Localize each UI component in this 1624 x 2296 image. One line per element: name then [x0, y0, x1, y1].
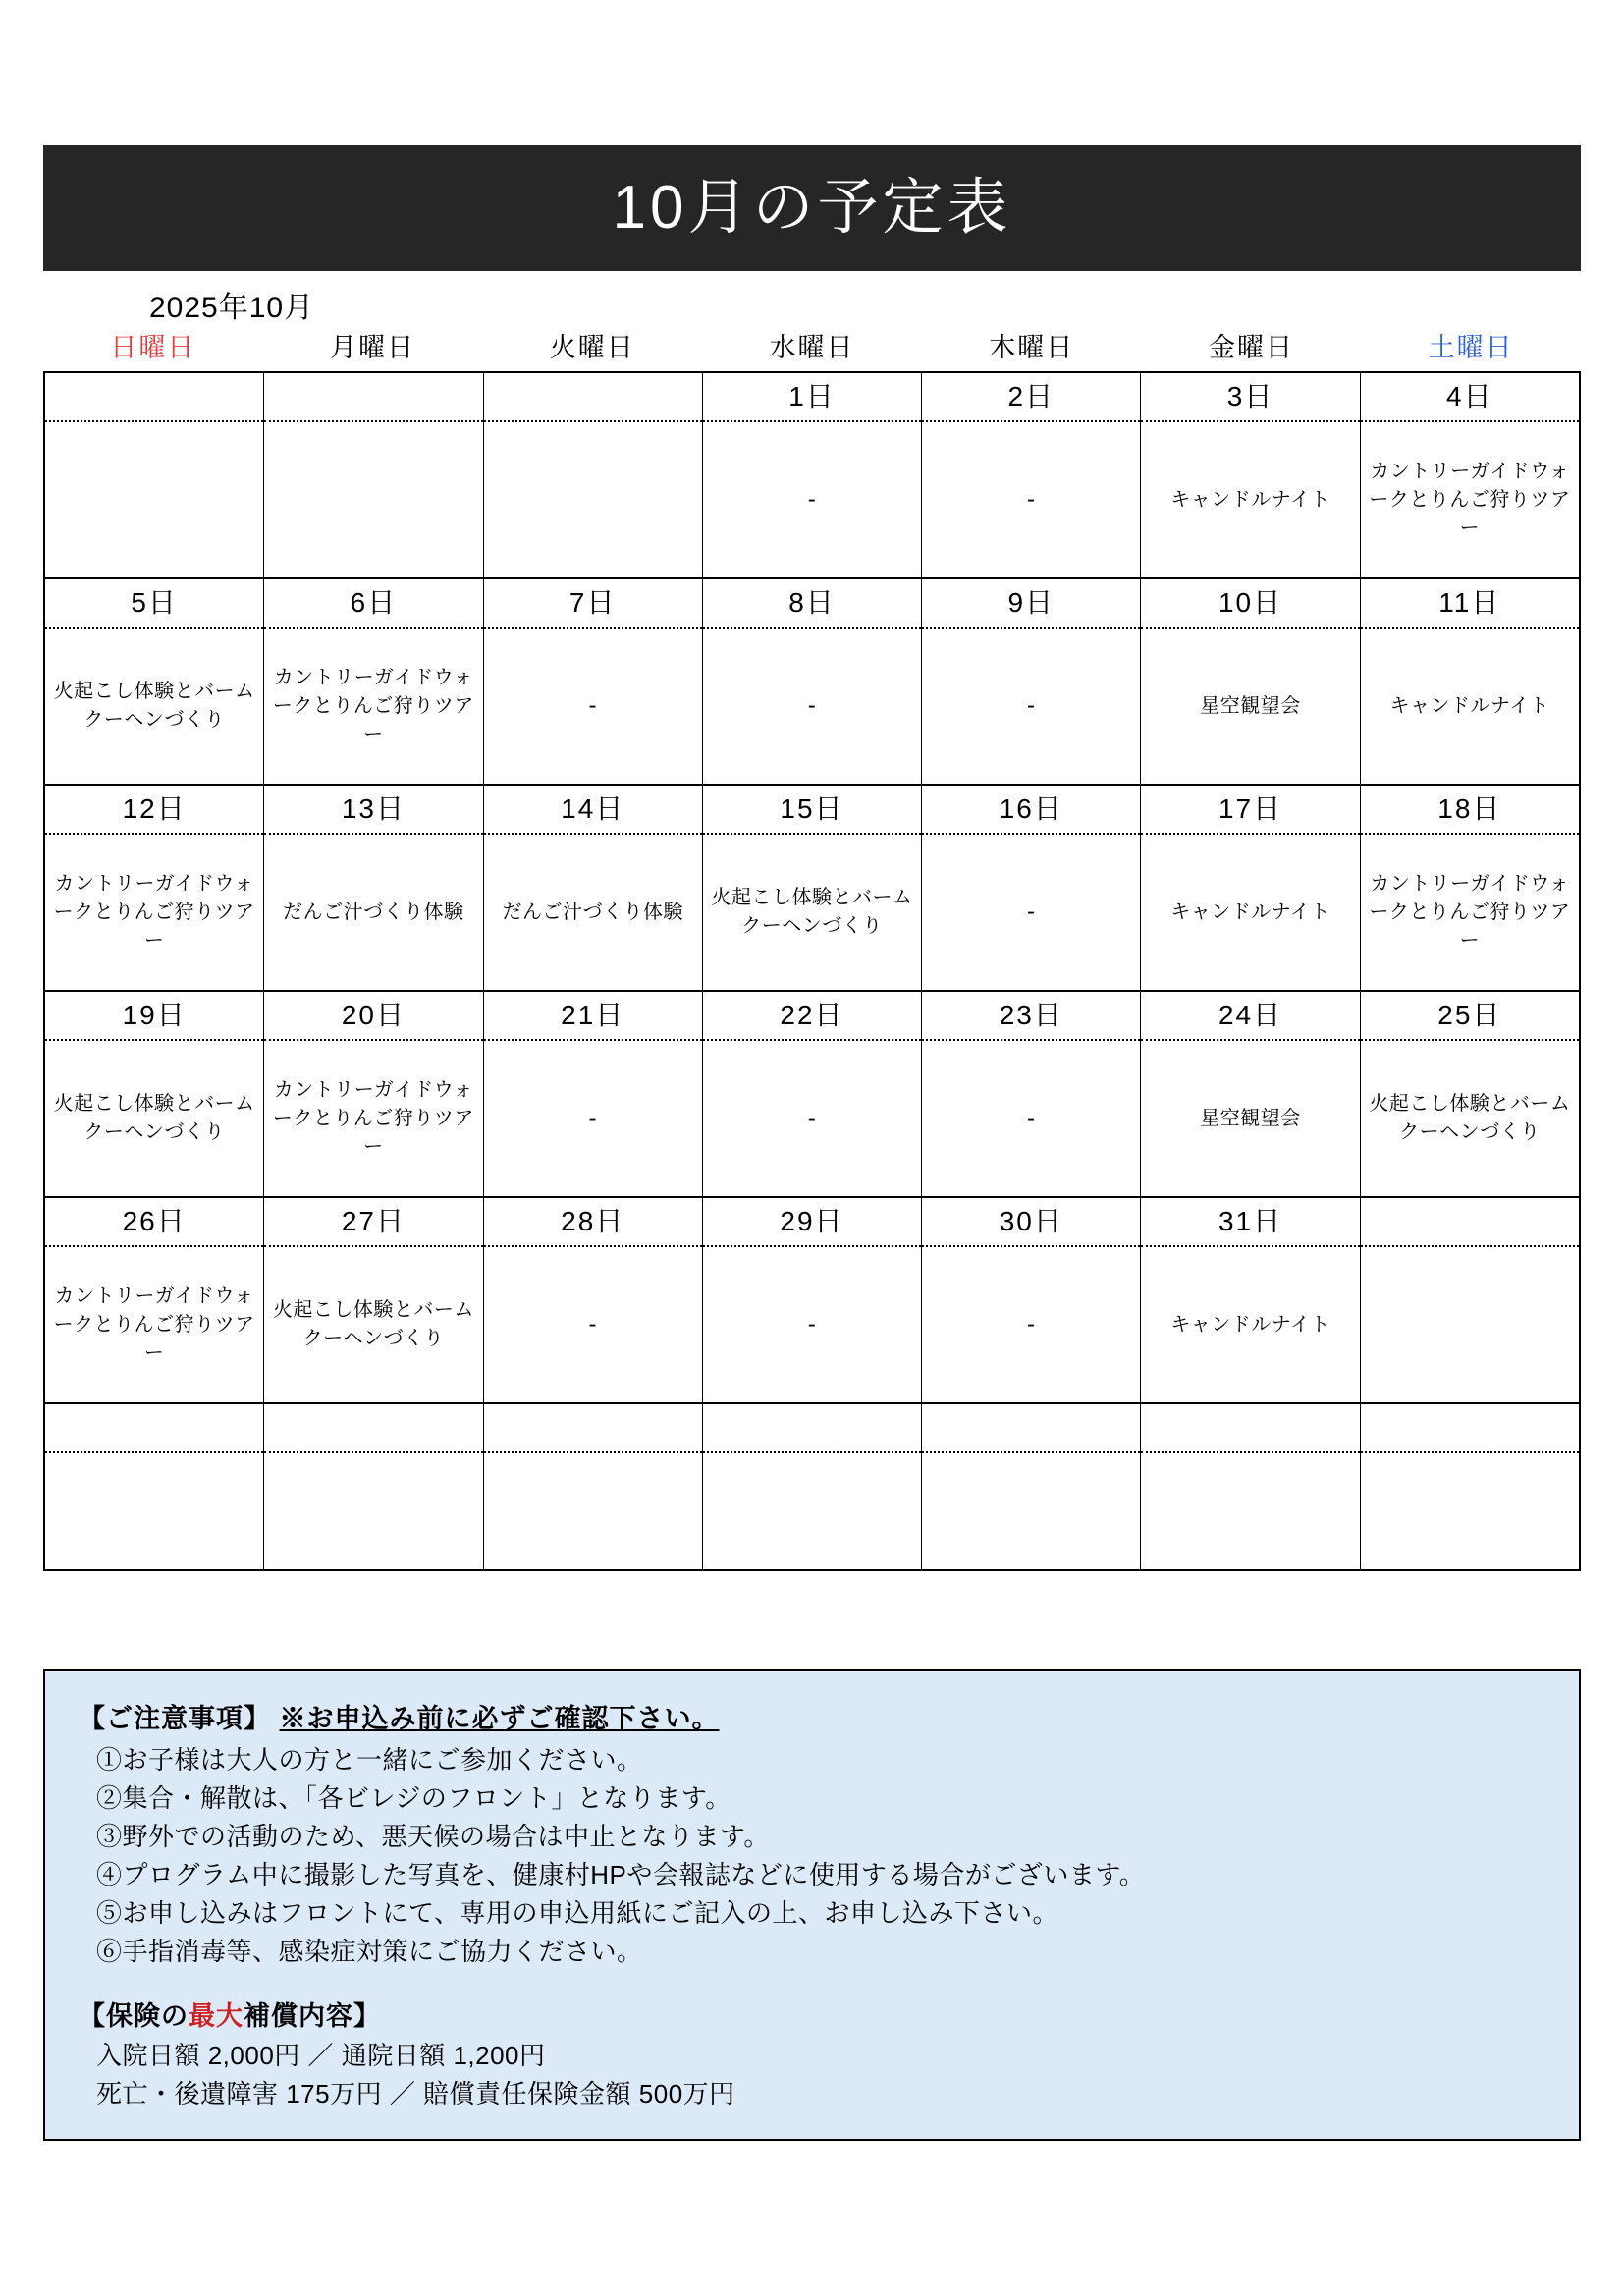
calendar-day-cell[interactable] [484, 1198, 703, 1402]
notice-item: ③野外での活動のため、悪天候の場合は中止となります。 [96, 1822, 770, 1851]
cell-event: 星空観望会 [1200, 694, 1301, 717]
calendar-day-cell[interactable] [1361, 579, 1579, 784]
cell-event: - [588, 1310, 597, 1338]
cell-event: キャンドルナイト [1170, 488, 1330, 511]
insurance-heading-highlight: 最大 [189, 2001, 244, 2031]
cell-event [1361, 1453, 1579, 1569]
cell-date: 2日 [922, 373, 1140, 422]
cell-date [264, 1404, 482, 1453]
cell-event: カントリーガイドウォークとりんご狩りツアー [1369, 460, 1571, 539]
calendar-day-cell[interactable] [1361, 786, 1579, 990]
cell-event: - [1027, 691, 1036, 719]
cell-date: 13日 [264, 786, 482, 835]
notice-heading-main: 【ご注意事項】 [79, 1704, 271, 1733]
weekday-tuesday: 火曜日 [549, 333, 635, 362]
cell-event: - [807, 1104, 817, 1131]
cell-event [264, 1453, 482, 1569]
cell-event: - [807, 1310, 817, 1338]
cell-date: 10日 [1141, 579, 1359, 629]
notice-box [43, 1669, 1581, 2141]
calendar-day-cell[interactable] [45, 786, 264, 990]
calendar-day-cell[interactable] [264, 1404, 483, 1569]
cell-date: 8日 [703, 579, 921, 629]
cell-event: 火起こし体験とバームクーヘンづくり [53, 1093, 255, 1143]
calendar-day-cell[interactable] [922, 992, 1141, 1196]
cell-date: 14日 [484, 786, 702, 835]
weekday-monday: 月曜日 [330, 333, 416, 362]
calendar-day-cell[interactable] [703, 992, 922, 1196]
calendar-day-cell[interactable] [264, 1198, 483, 1402]
cell-date [1361, 1198, 1579, 1247]
notice-item: ⑥手指消毒等、感染症対策にご協力ください。 [96, 1937, 643, 1966]
cell-event: だんご汁づくり体験 [502, 901, 683, 923]
cell-event [264, 422, 482, 577]
calendar-day-cell[interactable] [922, 579, 1141, 784]
cell-date [1361, 1404, 1579, 1453]
cell-date: 11日 [1361, 579, 1579, 629]
cell-date: 30日 [922, 1198, 1140, 1247]
cell-event: 火起こし体験とバームクーヘンづくり [711, 887, 913, 937]
calendar-day-cell[interactable] [922, 1404, 1141, 1569]
calendar-day-cell[interactable] [703, 373, 922, 577]
calendar-day-cell[interactable] [703, 1198, 922, 1402]
notice-heading [79, 1697, 1545, 1735]
weekday-friday: 金曜日 [1208, 333, 1294, 362]
calendar-day-cell[interactable] [703, 1404, 922, 1569]
calendar-day-cell[interactable] [1361, 373, 1579, 577]
cell-date: 31日 [1141, 1198, 1359, 1247]
cell-event: カントリーガイドウォークとりんご狩りツアー [53, 1285, 255, 1364]
cell-date: 16日 [922, 786, 1140, 835]
cell-event: - [1027, 898, 1036, 925]
cell-event: - [1027, 485, 1036, 513]
cell-event: - [807, 691, 817, 719]
cell-event: だんご汁づくり体験 [283, 901, 464, 923]
calendar-day-cell[interactable] [1361, 1404, 1579, 1569]
calendar-day-cell[interactable] [1361, 992, 1579, 1196]
calendar-day-cell[interactable] [484, 579, 703, 784]
cell-date [484, 1404, 702, 1453]
calendar-day-cell[interactable] [703, 786, 922, 990]
calendar-day-cell[interactable] [45, 373, 264, 577]
month-label: 2025年10月 [149, 292, 315, 324]
cell-event: 星空観望会 [1200, 1107, 1301, 1129]
weekday-header [43, 326, 1581, 364]
cell-date: 3日 [1141, 373, 1359, 422]
cell-date: 1日 [703, 373, 921, 422]
calendar-day-cell[interactable] [1141, 1404, 1360, 1569]
calendar-day-cell[interactable] [1141, 373, 1360, 577]
calendar-week-row [45, 992, 1579, 1198]
notice-list [79, 1741, 1545, 1971]
cell-event [45, 1453, 263, 1569]
calendar-day-cell[interactable] [484, 786, 703, 990]
insurance-heading-post: 補償内容】 [244, 2001, 381, 2031]
cell-event: - [588, 691, 597, 719]
cell-date: 20日 [264, 992, 482, 1041]
calendar-day-cell[interactable] [45, 1198, 264, 1402]
cell-date [264, 373, 482, 422]
title-banner [43, 145, 1581, 271]
calendar-day-cell[interactable] [264, 992, 483, 1196]
cell-event: 火起こし体験とバームクーヘンづくり [1369, 1093, 1571, 1143]
insurance-line: 入院日額 2,000円 ／ 通院日額 1,200円 [96, 2041, 546, 2070]
calendar-day-cell[interactable] [264, 373, 483, 577]
calendar-week-row [45, 373, 1579, 579]
cell-event: 火起こし体験とバームクーヘンづくり [53, 681, 255, 731]
calendar-day-cell[interactable] [45, 579, 264, 784]
cell-event [922, 1453, 1140, 1569]
cell-event: - [588, 1104, 597, 1131]
calendar-day-cell[interactable] [264, 786, 483, 990]
notice-heading-sub: ※お申込み前に必ずご確認下さい。 [279, 1704, 720, 1733]
calendar-day-cell[interactable] [1361, 1198, 1579, 1402]
cell-date: 24日 [1141, 992, 1359, 1041]
cell-date: 23日 [922, 992, 1140, 1041]
notice-item: ②集合・解散は、「各ビレジのフロント」となります。 [96, 1783, 731, 1813]
cell-event: カントリーガイドウォークとりんご狩りツアー [272, 1078, 474, 1158]
calendar-day-cell[interactable] [484, 992, 703, 1196]
calendar-day-cell[interactable] [45, 992, 264, 1196]
calendar-day-cell[interactable] [45, 1404, 264, 1569]
cell-date: 21日 [484, 992, 702, 1041]
cell-date [484, 373, 702, 422]
calendar-day-cell[interactable] [1141, 992, 1360, 1196]
cell-date [45, 1404, 263, 1453]
page-title: 10月の予定表 [612, 174, 1012, 242]
calendar-day-cell[interactable] [922, 373, 1141, 577]
cell-event [703, 1453, 921, 1569]
cell-event: キャンドルナイト [1389, 694, 1550, 717]
calendar-day-cell[interactable] [922, 1198, 1141, 1402]
cell-event [484, 1453, 702, 1569]
cell-date: 9日 [922, 579, 1140, 629]
weekday-thursday: 木曜日 [989, 333, 1075, 362]
cell-event: カントリーガイドウォークとりんご狩りツアー [1369, 872, 1571, 952]
cell-event: 火起こし体験とバームクーヘンづくり [272, 1299, 474, 1349]
cell-date: 29日 [703, 1198, 921, 1247]
cell-date [703, 1404, 921, 1453]
cell-date: 6日 [264, 579, 482, 629]
insurance-line: 死亡・後遺障害 175万円 ／ 賠償責任保険金額 500万円 [96, 2079, 735, 2108]
notice-item: ①お子様は大人の方と一緒にご参加ください。 [96, 1745, 643, 1775]
weekday-saturday: 土曜日 [1428, 333, 1514, 362]
cell-date: 25日 [1361, 992, 1579, 1041]
calendar-day-cell[interactable] [1141, 1198, 1360, 1402]
calendar-day-cell[interactable] [1141, 579, 1360, 784]
cell-date: 26日 [45, 1198, 263, 1247]
cell-event: キャンドルナイト [1170, 1313, 1330, 1336]
cell-date: 17日 [1141, 786, 1359, 835]
cell-event: - [1027, 1104, 1036, 1131]
cell-date: 5日 [45, 579, 263, 629]
cell-date: 19日 [45, 992, 263, 1041]
cell-event [45, 422, 263, 577]
cell-date: 7日 [484, 579, 702, 629]
calendar-week-row [45, 1404, 1579, 1569]
cell-event: キャンドルナイト [1170, 901, 1330, 923]
calendar-week-row [45, 1198, 1579, 1404]
cell-event: カントリーガイドウォークとりんご狩りツアー [272, 666, 474, 745]
cell-date: 27日 [264, 1198, 482, 1247]
cell-event: - [807, 485, 817, 513]
cell-date: 15日 [703, 786, 921, 835]
calendar-day-cell[interactable] [1141, 786, 1360, 990]
cell-date: 22日 [703, 992, 921, 1041]
calendar-day-cell[interactable] [484, 1404, 703, 1569]
cell-date: 28日 [484, 1198, 702, 1247]
cell-date: 18日 [1361, 786, 1579, 835]
calendar-grid [43, 371, 1581, 1571]
cell-event: - [1027, 1310, 1036, 1338]
calendar-week-row [45, 786, 1579, 992]
insurance-heading [79, 1995, 1545, 2033]
weekday-wednesday: 水曜日 [769, 333, 855, 362]
cell-event: カントリーガイドウォークとりんご狩りツアー [53, 872, 255, 952]
weekday-sunday: 日曜日 [110, 333, 196, 362]
cell-date: 4日 [1361, 373, 1579, 422]
cell-event [1361, 1247, 1579, 1402]
insurance-heading-pre: 【保険の [79, 2001, 189, 2031]
calendar-day-cell[interactable] [922, 786, 1141, 990]
cell-date: 12日 [45, 786, 263, 835]
notice-item: ④プログラム中に撮影した写真を、健康村HPや会報誌などに使用する場合がございます。 [96, 1860, 1146, 1889]
calendar-week-row [45, 579, 1579, 786]
cell-event [1141, 1453, 1359, 1569]
calendar-day-cell[interactable] [484, 373, 703, 577]
calendar-day-cell[interactable] [264, 579, 483, 784]
cell-date [922, 1404, 1140, 1453]
cell-date [45, 373, 263, 422]
notice-item: ⑤お申し込みはフロントにて、専用の申込用紙にご記入の上、お申し込み下さい。 [96, 1898, 1058, 1928]
cell-date [1141, 1404, 1359, 1453]
calendar-day-cell[interactable] [703, 579, 922, 784]
cell-event [484, 422, 702, 577]
